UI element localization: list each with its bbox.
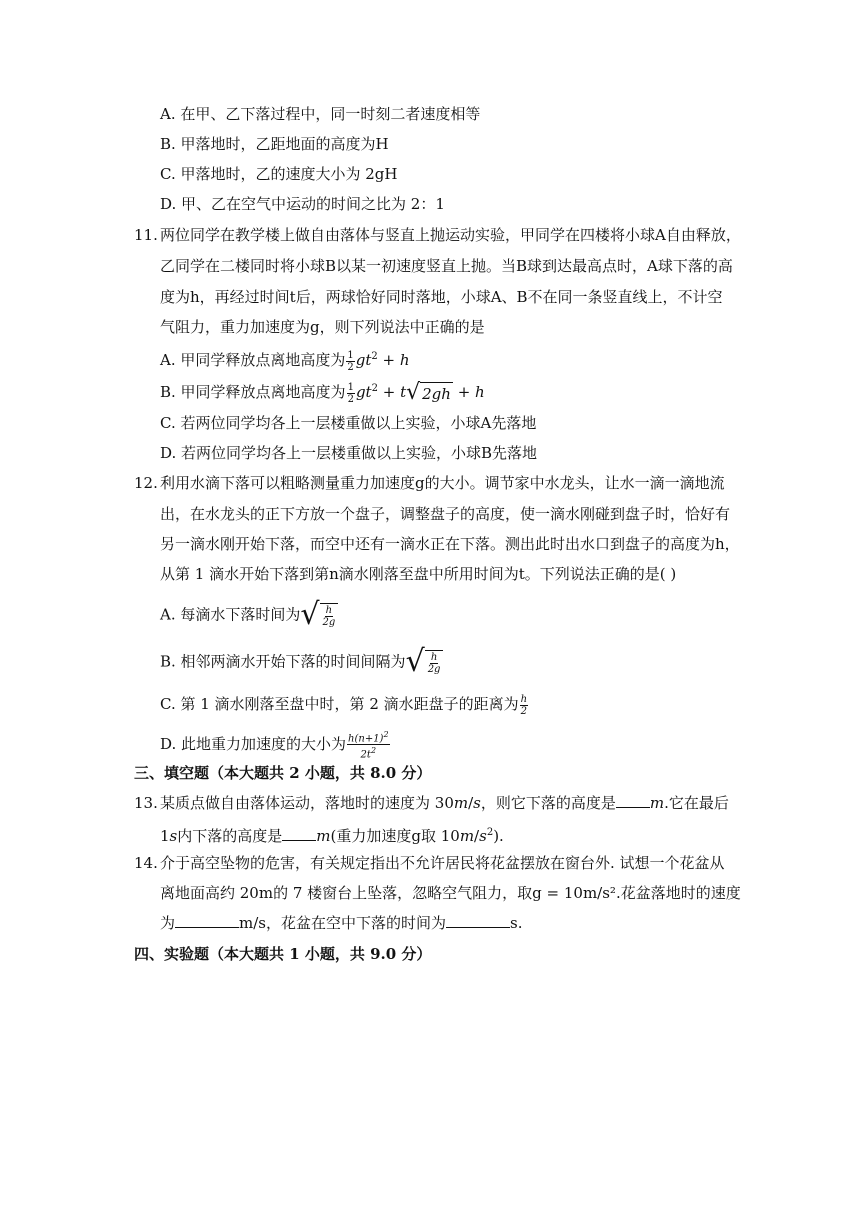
q11-stem-line2: 乙同学在二楼同时将小球B以某一初速度竖直上抛。当B球到达最高点时，A球下落的高 bbox=[160, 257, 733, 275]
answer-blank[interactable] bbox=[616, 792, 650, 808]
q11-option-c: C. 若两位同学均各上一层楼重做以上实验，小球A先落地 bbox=[160, 414, 537, 432]
sqrt-h-over-2g: √ $\frac{h}{2g}$ bbox=[406, 650, 444, 675]
sqrt-h-over-2g: √ $\frac{h}{2g}$ bbox=[300, 603, 338, 628]
q12-option-a: A. 每滴水下落时间为 √ $\frac{h}{2g}$ bbox=[160, 603, 338, 628]
q13-number: 13. bbox=[134, 794, 158, 812]
q12-option-c: C. 第 1 滴水刚落至盘中时，第 2 滴水距盘子的距离为 $\frac{h}{2}$ bbox=[160, 693, 528, 717]
q13-line2: 1s内下落的高度是 m(重力加速度g取 $10m/s^2$). bbox=[160, 827, 504, 845]
h-over-2-fraction: $\frac{h}{2}$ bbox=[520, 693, 528, 717]
q11-option-a: A. 甲同学释放点离地高度为 $\frac{1}{2}$ $gt^2 + h$ bbox=[160, 349, 410, 373]
half-fraction: $\frac{1}{2}$ bbox=[347, 381, 354, 405]
answer-blank[interactable] bbox=[282, 825, 316, 841]
q10-option-c: C. 甲落地时，乙的速度大小为 2gH bbox=[160, 165, 398, 183]
gravity-formula-fraction: $\frac{h(n+1)^2}{2t^2}$ bbox=[348, 730, 389, 761]
q11-option-b: B. 甲同学释放点离地高度为 $\frac{1}{2}$ $gt^2 + t$ √ 2gh + h bbox=[160, 380, 485, 405]
q12-option-d: D. 此地重力加速度的大小为 $\frac{h(n+1)^2}{2t^2}$ bbox=[160, 730, 389, 761]
q12-number: 12. bbox=[134, 474, 158, 492]
q12-stem-line3: 另一滴水刚开始下落，而空中还有一滴水正在下落。测出此时出水口到盘子的高度为h， bbox=[160, 535, 740, 553]
q11-stem-line1: 两位同学在教学楼上做自由落体与竖直上抛运动实验，甲同学在四楼将小球A自由释放， bbox=[160, 226, 741, 244]
q14-line2: 离地面高约 20m的 7 楼窗台上坠落，忽略空气阻力，取g = 10m/s².花盆落地时的速度 bbox=[160, 884, 741, 902]
q12-option-b: B. 相邻两滴水开始下落的时间间隔为 √ $\frac{h}{2g}$ bbox=[160, 650, 443, 675]
q12-stem-line4: 从第 1 滴水开始下落到第n滴水刚落至盘中所用时间为t。下列说法正确的是( ) bbox=[160, 565, 677, 583]
q13-line1: 某质点做自由落体运动，落地时的速度为 30m/s，则它下落的高度是 m.它在最后 bbox=[160, 794, 729, 812]
q14-line3: 为 m/s，花盆在空中下落的时间为 s. bbox=[160, 914, 523, 932]
sqrt-2gh: √ 2gh bbox=[406, 380, 451, 405]
answer-blank[interactable] bbox=[446, 912, 510, 928]
q10-option-a: A. 在甲、乙下落过程中，同一时刻二者速度相等 bbox=[160, 105, 481, 123]
q12-stem-line1: 利用水滴下落可以粗略测量重力加速度g的大小。调节家中水龙头，让水一滴一滴地流 bbox=[160, 474, 725, 492]
answer-blank[interactable] bbox=[175, 912, 239, 928]
q11-number: 11. bbox=[134, 226, 158, 244]
q10-option-d: D. 甲、乙在空气中运动的时间之比为 2：1 bbox=[160, 195, 445, 213]
q14-line1: 介于高空坠物的危害，有关规定指出不允许居民将花盆摆放在窗台外. 试想一个花盆从 bbox=[160, 854, 725, 872]
q14-number: 14. bbox=[134, 854, 158, 872]
section-4-heading: 四、实验题（本大题共 1 小题，共 9.0 分） bbox=[134, 945, 432, 963]
half-fraction: $\frac{1}{2}$ bbox=[347, 349, 354, 373]
q10-option-b: B. 甲落地时，乙距地面的高度为H bbox=[160, 135, 389, 153]
section-3-heading: 三、填空题（本大题共 2 小题，共 8.0 分） bbox=[134, 764, 432, 782]
q11-stem-line4: 气阻力，重力加速度为g，则下列说法中正确的是 bbox=[160, 318, 485, 336]
q12-stem-line2: 出，在水龙头的正下方放一个盘子，调整盘子的高度，使一滴水刚碰到盘子时，恰好有 bbox=[160, 505, 731, 523]
q11-stem-line3: 度为h，再经过时间t后，两球恰好同时落地，小球A、B不在同一条竖直线上，不计空 bbox=[160, 288, 723, 306]
q11-option-d: D. 若两位同学均各上一层楼重做以上实验，小球B先落地 bbox=[160, 444, 538, 462]
